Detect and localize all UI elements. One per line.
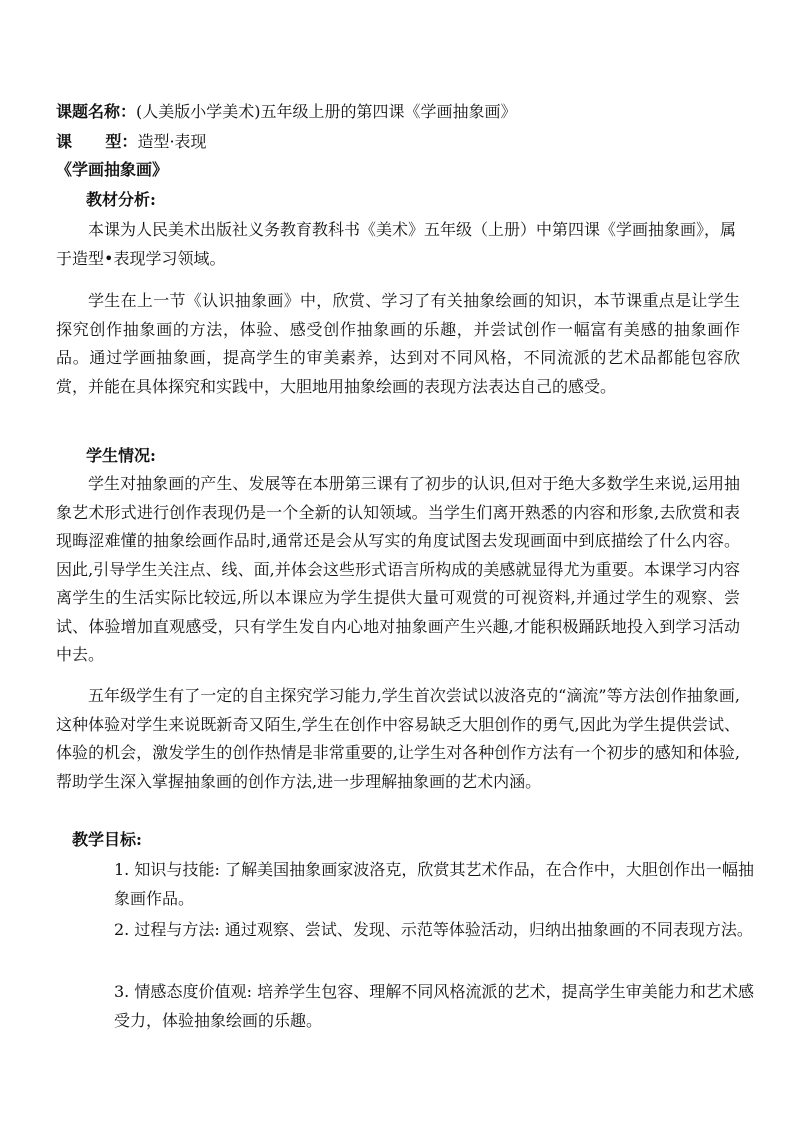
lesson-title: 《学画抽象画》 bbox=[56, 160, 169, 179]
course-type-value: 造型·表现 bbox=[137, 132, 207, 151]
objective-item-attitude: 3. 情感态度价值观: 培养学生包容、理解不同风格流派的艺术，提高学生审美能力和艺术感受力，体验抽象绘画的乐趣。 bbox=[114, 982, 754, 1030]
course-name-value: (人美版小学美术)五年级上册的第四课《学画抽象画》 bbox=[136, 102, 517, 121]
material-analysis-paragraph-2: 学生在上一节《认识抽象画》中，欣赏、学习了有关抽象绘画的知识，本节课重点是让学生探究创作抽象画的方法，体验、感受创作抽象画的乐趣，并尝试创作一幅富有美感的抽象画作品。通过学画抽象画，提高学生的审美素养，达到对不同风格，不同流派的艺术品都能包容欣赏，并能在具体探究和实践中，大胆地用抽象绘画的表现方法表达自己的感受。 bbox=[56, 291, 740, 396]
objective-item-knowledge: 1. 知识与技能: 了解美国抽象画家波洛克，欣赏其艺术作品，在合作中，大胆创作出一幅抽象画作品。 bbox=[114, 860, 754, 908]
course-type-line bbox=[56, 132, 207, 152]
student-situation-heading: 学生情况: bbox=[86, 446, 156, 465]
course-name-label: 课题名称： bbox=[56, 102, 137, 121]
material-analysis-heading: 教材分析: bbox=[86, 190, 156, 209]
objective-item-process: 2. 过程与方法: 通过观察、尝试、发现、示范等体验活动，归纳出抽象画的不同表现方法。 bbox=[114, 920, 753, 939]
student-situation-paragraph-1: 学生对抽象画的产生、发展等在本册第三课有了初步的认识,但对于绝大多数学生来说,运用抽象艺术形式进行创作表现仍是一个全新的认知领域。当学生们离开熟悉的内容和形象,去欣赏和表现晦涩难懂的抽象绘画作品时,通常还是会从写实的角度试图去发现画面中到底描绘了什么内容。因此,引导学生关注点、线、面,并体会这些形式语言所构成的美感就显得尤为重要。本课学习内容离学生的生活实际比较远,所以本课应为学生提供大量可观赏的可视资料,并通过学生的观察、尝试、体验增加直观感受，只有学生发自内心地对抽象画产生兴趣,才能积极踊跃地投入到学习活动中去。 bbox=[56, 474, 740, 664]
teaching-objectives-heading: 教学目标: bbox=[72, 830, 142, 849]
material-analysis-paragraph-1: 本课为人民美术出版社义务教育教科书《美术》五年级（上册）中第四课《学画抽象画》，属于造型•表现学习领域。 bbox=[56, 220, 737, 268]
course-type-label: 课 型： bbox=[56, 132, 138, 151]
course-name-line bbox=[56, 102, 517, 122]
student-situation-paragraph-2: 五年级学生有了一定的自主探究学习能力,学生首次尝试以波洛克的“滴流”等方法创作抽象画,这种体验对学生来说既新奇又陌生,学生在创作中容易缺乏大胆创作的勇气,因此为学生提供尝试、体验的机会，激发学生的创作热情是非常重要的,让学生对各种创作方法有一个初步的感知和体验,帮助学生深入掌握抽象画的创作方法,进一步理解抽象画的艺术内涵。 bbox=[56, 686, 740, 791]
